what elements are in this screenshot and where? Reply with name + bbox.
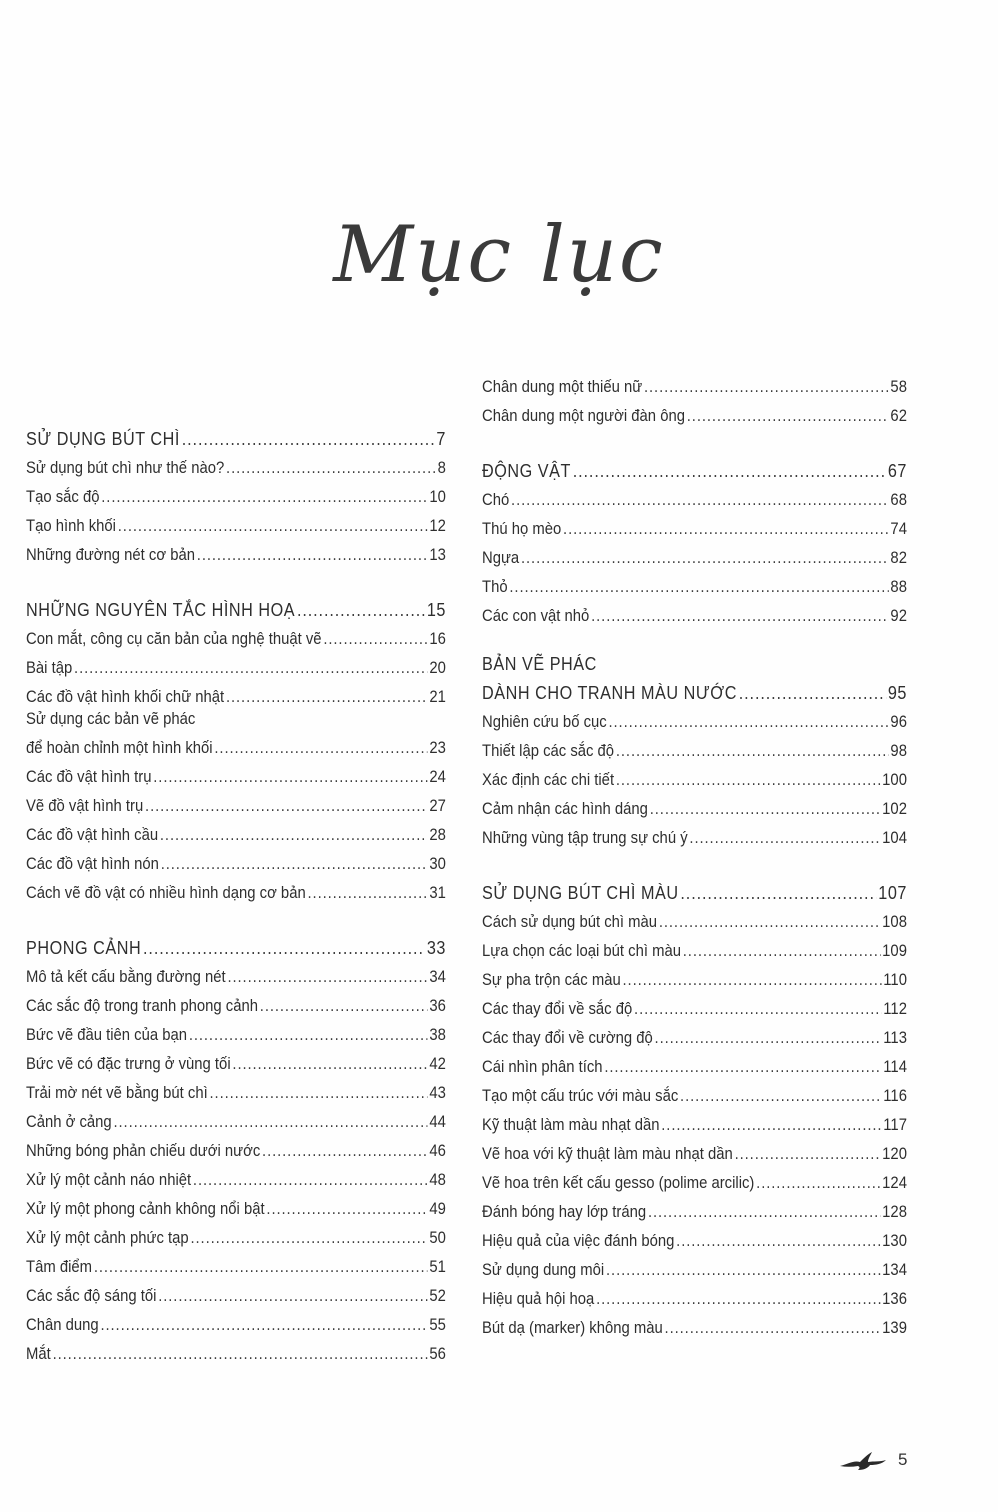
dot-leader — [145, 796, 428, 816]
toc-entry-page: 12 — [429, 517, 446, 535]
toc-entry-page: 124 — [882, 1174, 907, 1192]
toc-entry-label: Những vùng tập trung sự chú ý — [482, 829, 688, 847]
dot-leader — [521, 548, 889, 568]
toc-entry-page: 43 — [429, 1084, 446, 1102]
toc-entry-page: 8 — [437, 459, 446, 477]
dot-leader — [606, 1260, 880, 1280]
bird-ornament-icon — [838, 1450, 890, 1472]
toc-entry-page: 104 — [882, 829, 907, 847]
toc-entry[interactable] — [26, 1045, 446, 1074]
toc-entry[interactable] — [482, 1164, 907, 1193]
toc-entry-label: Bức vẽ có đặc trưng ở vùng tối — [26, 1055, 231, 1073]
toc-entry-page: 27 — [429, 797, 446, 815]
toc-entry-page: 7 — [436, 429, 446, 449]
toc-entry-label: Các đồ vật hình cầu — [26, 826, 159, 844]
dot-leader — [616, 741, 889, 761]
toc-entry[interactable] — [482, 368, 907, 397]
toc-entry-label: Chó — [482, 491, 510, 509]
toc-entry-label: Hiệu quả hội hoạ — [482, 1290, 595, 1308]
toc-entry-label: Hiệu quả của việc đánh bóng — [482, 1232, 675, 1250]
dot-leader — [563, 519, 889, 539]
toc-entry-page: 134 — [882, 1261, 907, 1279]
toc-entry[interactable] — [26, 1277, 446, 1306]
toc-entry-page: 13 — [429, 546, 446, 564]
section-gap — [482, 848, 907, 874]
toc-section-entry[interactable] — [26, 929, 446, 958]
toc-entry-page: 120 — [882, 1145, 907, 1163]
toc-entry-label: SỬ DỤNG BÚT CHÌ MÀU — [482, 883, 679, 903]
toc-entry-label: Xử lý một cảnh phức tạp — [26, 1229, 189, 1247]
toc-entry-label: Sử dụng bút chì như thế nào? — [26, 459, 225, 477]
toc-entry[interactable] — [26, 1219, 446, 1248]
toc-entry-label: Trải mờ nét vẽ bằng bút chì — [26, 1084, 208, 1102]
toc-entry-page: 28 — [429, 826, 446, 844]
toc-entry-page: 10 — [429, 488, 446, 506]
toc-entry-page: 116 — [883, 1087, 907, 1105]
dot-leader — [661, 1115, 881, 1135]
toc-entry[interactable] — [482, 1309, 907, 1338]
toc-entry[interactable] — [26, 787, 446, 816]
toc-entry-label: Ngựa — [482, 549, 520, 567]
toc-entry-page: 24 — [429, 768, 446, 786]
dot-leader — [153, 767, 427, 787]
toc-entry-label: Chân dung một thiếu nữ — [482, 378, 643, 396]
dot-leader — [648, 1202, 880, 1222]
toc-entry-page: 52 — [429, 1287, 446, 1305]
toc-entry-label: Mắt — [26, 1345, 51, 1363]
dot-leader — [756, 1173, 880, 1193]
toc-entry[interactable] — [482, 1135, 907, 1164]
toc-entry-page: 31 — [429, 884, 446, 902]
toc-entry-label: Sử dụng dung môi — [482, 1261, 605, 1279]
toc-entry-page: 50 — [429, 1229, 446, 1247]
toc-entry[interactable] — [482, 1222, 907, 1251]
toc-entry[interactable] — [26, 1074, 446, 1103]
dot-leader — [262, 1141, 428, 1161]
dot-leader — [189, 1025, 428, 1045]
toc-entry[interactable] — [26, 1161, 446, 1190]
toc-entry[interactable] — [482, 1077, 907, 1106]
toc-entry[interactable] — [26, 958, 446, 987]
dot-leader — [689, 828, 880, 848]
toc-entry-page: 88 — [890, 578, 907, 596]
toc-section-entry[interactable] — [482, 652, 907, 703]
toc-section-entry[interactable] — [26, 420, 446, 449]
dot-leader — [74, 658, 428, 678]
dot-leader — [616, 770, 881, 790]
toc-entry-page: 139 — [882, 1319, 907, 1337]
section-gap — [482, 426, 907, 452]
toc-entry[interactable] — [26, 1335, 446, 1364]
toc-entry-label: Mô tả kết cấu bằng đường nét — [26, 968, 226, 986]
dot-leader — [623, 970, 882, 990]
page-title: Mục lục — [333, 210, 665, 300]
toc-entry-page: 46 — [429, 1142, 446, 1160]
dot-leader — [226, 458, 436, 478]
dot-leader — [687, 406, 889, 426]
toc-entry-label: Xử lý một phong cảnh không nổi bật — [26, 1200, 265, 1218]
dot-leader — [260, 996, 428, 1016]
toc-entry[interactable] — [26, 1103, 446, 1132]
toc-entry[interactable] — [26, 707, 446, 758]
toc-entry-label: Xác định các chi tiết — [482, 771, 615, 789]
toc-entry-page: 96 — [890, 713, 907, 731]
dot-leader — [210, 1083, 428, 1103]
toc-entry-label: Tạo một cấu trúc với màu sắc — [482, 1087, 679, 1105]
toc-entry-page: 108 — [882, 913, 907, 931]
toc-entry-label: Các sắc độ sáng tối — [26, 1287, 157, 1305]
toc-entry[interactable] — [26, 1306, 446, 1335]
toc-entry[interactable] — [26, 1016, 446, 1045]
toc-entry-page: 74 — [890, 520, 907, 538]
toc-entry[interactable] — [26, 1132, 446, 1161]
toc-right-column — [482, 368, 907, 1338]
toc-entry-label: SỬ DỤNG BÚT CHÌ — [26, 429, 180, 449]
dot-leader — [266, 1199, 427, 1219]
toc-entry[interactable] — [482, 932, 907, 961]
dot-leader — [190, 1228, 427, 1248]
toc-entry[interactable] — [26, 649, 446, 678]
toc-entry[interactable] — [482, 961, 907, 990]
toc-entry-label: NHỮNG NGUYÊN TẮC HÌNH HOẠ — [26, 600, 296, 620]
dot-leader — [227, 967, 427, 987]
toc-entry-label: Các đồ vật hình nón — [26, 855, 159, 873]
dot-leader — [634, 999, 881, 1019]
toc-entry[interactable] — [26, 1248, 446, 1277]
toc-entry-label: Các đồ vật hình trụ — [26, 768, 152, 786]
toc-entry-label: Các con vật nhỏ — [482, 607, 590, 625]
toc-entry-label: Bài tập — [26, 659, 73, 677]
toc-entry-label: Các thay đổi về cường độ — [482, 1029, 653, 1047]
toc-entry-label: Các đồ vật hình khối chữ nhật — [26, 688, 225, 706]
toc-entry-label: Những bóng phản chiếu dưới nước — [26, 1142, 261, 1160]
dot-leader — [509, 577, 888, 597]
toc-entry-label: Cách vẽ đồ vật có nhiều hình dạng cơ bản — [26, 884, 306, 902]
section-gap — [26, 565, 446, 591]
toc-entry[interactable] — [26, 1190, 446, 1219]
toc-entry-page: 49 — [429, 1200, 446, 1218]
toc-entry[interactable] — [482, 1019, 907, 1048]
dot-leader — [161, 854, 428, 874]
dot-leader — [511, 490, 889, 510]
toc-entry[interactable] — [26, 845, 446, 874]
toc-entry-page: 48 — [429, 1171, 446, 1189]
dot-leader — [232, 1054, 427, 1074]
toc-entry-page: 30 — [429, 855, 446, 873]
toc-entry-label: ĐỘNG VẬT — [482, 461, 571, 481]
toc-entry-page: 21 — [429, 688, 446, 706]
dot-leader — [676, 1231, 880, 1251]
toc-entry[interactable] — [26, 987, 446, 1016]
toc-entry-label: Các sắc độ trong tranh phong cảnh — [26, 997, 258, 1015]
toc-entry-page: 100 — [882, 771, 907, 789]
toc-left-column — [26, 420, 446, 1364]
toc-entry-page: 117 — [883, 1116, 907, 1134]
toc-section-entry[interactable] — [482, 874, 907, 903]
toc-entry-page: 51 — [429, 1258, 446, 1276]
toc-entry-label: Bức vẽ đầu tiên của bạn — [26, 1026, 188, 1044]
dot-leader — [193, 1170, 428, 1190]
dot-leader — [101, 487, 427, 507]
dot-leader — [680, 1086, 881, 1106]
toc-entry-label: Cách sử dụng bút chì màu — [482, 913, 658, 931]
toc-entry-label: PHONG CẢNH — [26, 938, 142, 958]
dot-leader — [214, 738, 427, 758]
toc-section-entry[interactable] — [26, 591, 446, 620]
toc-entry-page: 102 — [882, 800, 907, 818]
toc-entry-page: 62 — [890, 407, 907, 425]
toc-entry-label: Cái nhìn phân tích — [482, 1058, 603, 1076]
toc-entry-label: DÀNH CHO TRANH MÀU NƯỚC — [482, 683, 737, 703]
toc-entry-page: 38 — [429, 1026, 446, 1044]
section-gap — [26, 903, 446, 929]
dot-leader — [680, 883, 876, 903]
dot-leader — [644, 377, 889, 397]
toc-entry[interactable] — [26, 758, 446, 787]
dot-leader — [94, 1257, 428, 1277]
toc-entry-label-line1: BẢN VẼ PHÁC — [482, 654, 597, 674]
toc-entry-page: 82 — [890, 549, 907, 567]
toc-entry[interactable] — [26, 678, 446, 707]
toc-entry[interactable] — [26, 507, 446, 536]
toc-entry[interactable] — [482, 568, 907, 597]
toc-entry-page: 107 — [878, 883, 907, 903]
dot-leader — [665, 1318, 881, 1338]
toc-entry-label: Tạo sắc độ — [26, 488, 100, 506]
toc-entry-label: Tâm điểm — [26, 1258, 93, 1276]
toc-entry[interactable] — [26, 816, 446, 845]
toc-entry[interactable] — [482, 703, 907, 732]
toc-entry-label: Thú họ mèo — [482, 520, 562, 538]
toc-entry-page: 55 — [429, 1316, 446, 1334]
dot-leader — [739, 683, 886, 703]
toc-entry-page: 114 — [883, 1058, 907, 1076]
toc-entry-label: Vẽ đồ vật hình trụ — [26, 797, 144, 815]
toc-entry-label: Vẽ hoa với kỹ thuật làm màu nhạt dần — [482, 1145, 733, 1163]
toc-entry[interactable] — [482, 819, 907, 848]
toc-entry-page: 15 — [426, 600, 446, 620]
toc-entry-label: Tạo hình khối — [26, 517, 116, 535]
dot-leader — [591, 606, 889, 626]
dot-leader — [197, 545, 428, 565]
toc-entry[interactable] — [482, 732, 907, 761]
toc-entry[interactable] — [26, 536, 446, 565]
dot-leader — [182, 429, 435, 449]
toc-entry[interactable] — [26, 620, 446, 649]
toc-entry[interactable] — [482, 1251, 907, 1280]
toc-entry-page: 56 — [429, 1345, 446, 1363]
toc-entry-label: Đánh bóng hay lớp tráng — [482, 1203, 647, 1221]
dot-leader — [113, 1112, 427, 1132]
dot-leader — [118, 516, 428, 536]
toc-entry-page: 109 — [882, 942, 907, 960]
page-number: 5 — [898, 1450, 908, 1469]
toc-entry-label: Nghiên cứu bố cục — [482, 713, 607, 731]
toc-entry-label: Thiết lập các sắc độ — [482, 742, 615, 760]
toc-entry-label: Bút dạ (marker) không màu — [482, 1319, 663, 1337]
toc-entry[interactable] — [482, 1280, 907, 1309]
toc-entry-page: 112 — [883, 1000, 907, 1018]
toc-entry[interactable] — [26, 478, 446, 507]
toc-entry-label: Kỹ thuật làm màu nhạt dần — [482, 1116, 660, 1134]
dot-leader — [297, 600, 425, 620]
dot-leader — [143, 938, 425, 958]
toc-entry[interactable] — [26, 874, 446, 903]
toc-entry[interactable] — [482, 510, 907, 539]
toc-entry-label: Các thay đổi về sắc độ — [482, 1000, 633, 1018]
toc-entry-label: để hoàn chỉnh một hình khối — [26, 739, 213, 757]
toc-entry-page: 136 — [882, 1290, 907, 1308]
toc-entry-label: Cảnh ở cảng — [26, 1113, 112, 1131]
section-gap — [482, 626, 907, 652]
toc-entry[interactable] — [482, 481, 907, 510]
toc-entry-page: 95 — [887, 683, 907, 703]
toc-entry-page: 67 — [887, 461, 907, 481]
toc-entry-page: 44 — [429, 1113, 446, 1131]
toc-entry-label: Chân dung — [26, 1316, 99, 1334]
toc-section-entry[interactable] — [482, 452, 907, 481]
toc-entry[interactable] — [482, 903, 907, 932]
toc-entry-label: Sự pha trộn các màu — [482, 971, 621, 989]
toc-entry[interactable] — [482, 597, 907, 626]
dot-leader — [596, 1289, 880, 1309]
toc-entry-page: 128 — [882, 1203, 907, 1221]
dot-leader — [160, 825, 428, 845]
toc-entry[interactable] — [482, 761, 907, 790]
toc-entry[interactable] — [482, 1106, 907, 1135]
dot-leader — [735, 1144, 881, 1164]
dot-leader — [604, 1057, 881, 1077]
toc-entry-page: 16 — [429, 630, 446, 648]
toc-entry-page: 68 — [890, 491, 907, 509]
toc-entry-page: 33 — [426, 938, 446, 958]
dot-leader — [308, 883, 428, 903]
dot-leader — [655, 1028, 882, 1048]
toc-entry-page: 98 — [890, 742, 907, 760]
toc-entry-label: Những đường nét cơ bản — [26, 546, 195, 564]
toc-entry-page: 92 — [890, 607, 907, 625]
toc-entry-label-line1: Sử dụng các bản vẽ phác — [26, 710, 196, 728]
toc-entry[interactable] — [482, 790, 907, 819]
toc-entry-page: 113 — [883, 1029, 907, 1047]
dot-leader — [53, 1344, 428, 1364]
dot-leader — [100, 1315, 427, 1335]
toc-entry[interactable] — [482, 539, 907, 568]
toc-entry-page: 58 — [890, 378, 907, 396]
dot-leader — [683, 941, 881, 961]
toc-entry[interactable] — [482, 990, 907, 1019]
toc-entry-label: Thỏ — [482, 578, 508, 596]
dot-leader — [573, 461, 886, 481]
toc-entry-page: 42 — [429, 1055, 446, 1073]
dot-leader — [659, 912, 881, 932]
toc-entry[interactable] — [482, 397, 907, 426]
toc-entry-page: 20 — [429, 659, 446, 677]
toc-entry-page: 23 — [429, 739, 446, 757]
toc-entry-label: Con mắt, công cụ căn bản của nghệ thuật vẽ — [26, 630, 322, 648]
toc-entry-page: 110 — [883, 971, 907, 989]
toc-entry-page: 130 — [882, 1232, 907, 1250]
toc-entry-label: Cảm nhận các hình dáng — [482, 800, 648, 818]
dot-leader — [158, 1286, 427, 1306]
toc-entry-label: Xử lý một cảnh náo nhiệt — [26, 1171, 192, 1189]
toc-entry-label: Lựa chọn các loại bút chì màu — [482, 942, 681, 960]
toc-entry[interactable] — [482, 1048, 907, 1077]
dot-leader — [226, 687, 428, 707]
toc-entry-label: Vẽ hoa trên kết cấu gesso (polime arcilic) — [482, 1174, 755, 1192]
toc-entry[interactable] — [26, 449, 446, 478]
toc-entry-page: 36 — [429, 997, 446, 1015]
toc-entry-page: 34 — [429, 968, 446, 986]
dot-leader — [650, 799, 881, 819]
toc-entry[interactable] — [482, 1193, 907, 1222]
toc-entry-label: Chân dung một người đàn ông — [482, 407, 685, 425]
dot-leader — [608, 712, 888, 732]
dot-leader — [323, 629, 427, 649]
